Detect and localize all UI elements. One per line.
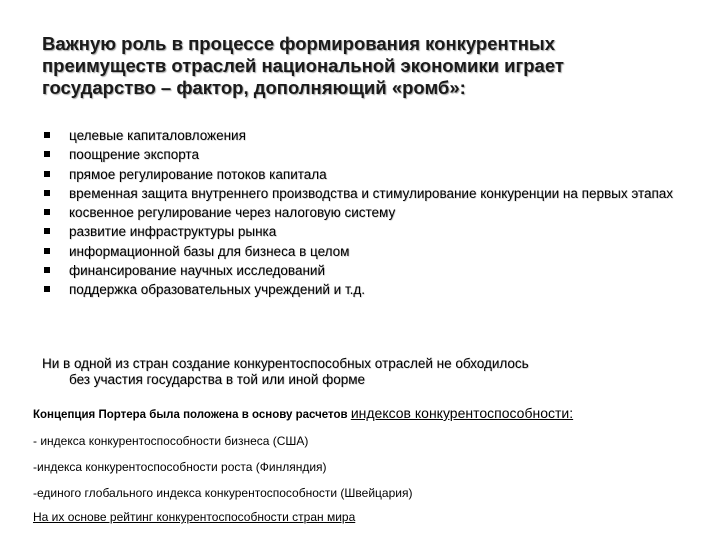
list-item: косвенное регулирование через налоговую систему <box>42 205 692 221</box>
state-measures-list <box>42 128 692 302</box>
square-bullet-icon <box>44 190 50 196</box>
list-item: развитие инфраструктуры рынка <box>42 224 692 240</box>
index-item-business: - индекса конкурентоспособности бизнеса (США) <box>33 434 309 448</box>
square-bullet-icon <box>44 267 50 273</box>
index-item-growth: -индекса конкурентоспособности роста (Финляндия) <box>33 460 327 474</box>
square-bullet-icon <box>44 286 50 292</box>
list-item: информационной базы для бизнеса в целом <box>42 244 692 260</box>
concept-prefix: Концепция Портера была положена в основу расчетов <box>33 409 351 421</box>
list-item: временная защита внутреннего производства и стимулирование конкуренции на первых этапах <box>42 186 692 202</box>
square-bullet-icon <box>44 248 50 254</box>
list-item: финансирование научных исследований <box>42 263 692 279</box>
concept-highlight: индексов конкурентоспособности: <box>350 405 574 421</box>
note-line-1: Ни в одной из стран создание конкурентоспособных отраслей не обходилось <box>42 356 529 371</box>
note-line-2: без участия государства в той или иной форме <box>69 371 366 387</box>
title-line-1: Важную роль в процессе формирования конкурентных <box>42 33 556 54</box>
index-item-global: -единого глобального индекса конкурентоспособности (Швейцария) <box>33 486 413 500</box>
square-bullet-icon <box>44 209 50 215</box>
state-participation-note <box>42 356 692 387</box>
list-item: поощрение экспорта <box>42 147 692 163</box>
list-item: прямое регулирование потоков капитала <box>42 167 692 183</box>
list-item: целевые капиталовложения <box>42 128 692 144</box>
square-bullet-icon <box>44 171 50 177</box>
square-bullet-icon <box>44 151 50 157</box>
title-line-2: преимуществ отраслей национальной экономики играет <box>42 55 564 76</box>
ranking-link[interactable]: На их основе рейтинг конкурентоспособности стран мира <box>33 510 356 524</box>
square-bullet-icon <box>44 132 50 138</box>
square-bullet-icon <box>44 228 50 234</box>
porter-concept-line <box>33 405 713 421</box>
slide-title <box>42 33 682 99</box>
list-item: поддержка образовательных учреждений и т.д. <box>42 282 692 298</box>
title-line-3: государство – фактор, дополняющий «ромб»: <box>42 77 466 98</box>
